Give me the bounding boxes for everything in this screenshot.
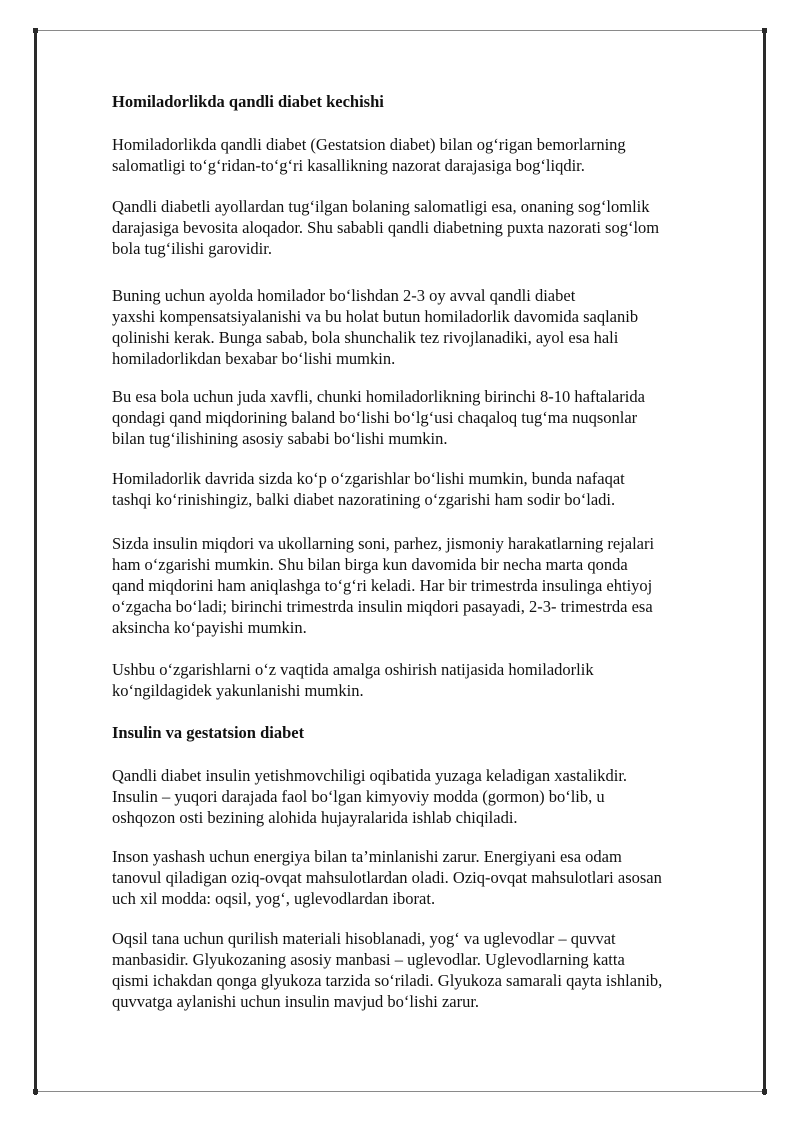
- text-line: yaxshi kompensatsiyalanishi va bu holat butun homiladorlik davomida saqlanib: [112, 307, 639, 326]
- paragraph: [112, 659, 752, 701]
- text-line: Inson yashash uchun energiya bilan ta’minlanishi zarur. Energiyani esa odam: [112, 847, 622, 866]
- text-line: Homiladorlikda qandli diabet (Gestatsion diabet) bilan og‘rigan bemorlarning: [112, 135, 626, 154]
- text-line: bola tug‘ilishi garovidir.: [112, 239, 272, 258]
- text-line: Qandli diabet insulin yetishmovchiligi oqibatida yuzaga keladigan xastalikdir.: [112, 766, 628, 785]
- paragraph: [112, 285, 752, 369]
- corner-mark: [33, 28, 38, 33]
- paragraph: [112, 765, 752, 828]
- paragraph: [112, 928, 752, 1012]
- corner-mark: [33, 1089, 38, 1094]
- text-line: Insulin – yuqori darajada faol bo‘lgan kimyoviy modda (gormon) bo‘lib, u: [112, 787, 605, 806]
- paragraph: [112, 533, 752, 638]
- text-line: Homiladorlik davrida sizda ko‘p o‘zgarishlar bo‘lishi mumkin, bunda nafaqat: [112, 469, 625, 488]
- paragraph: [112, 846, 752, 909]
- page-frame: [36, 30, 764, 1092]
- text-line: Bu esa bola uchun juda xavfli, chunki homiladorlikning birinchi 8-10 haftalarida: [112, 387, 645, 406]
- text-line: bilan tug‘ilishining asosiy sababi bo‘lishi mumkin.: [112, 429, 448, 448]
- text-line: ko‘ngildagidek yakunlanishi mumkin.: [112, 681, 364, 700]
- text-line: qolinishi kerak. Bunga sabab, bola shunchalik tez rivojlanadiki, ayol esa hali: [112, 328, 619, 347]
- paragraph: [112, 386, 752, 449]
- page-right-edge: [763, 29, 766, 1095]
- text-line: qismi ichakdan qonga glyukoza tarzida so‘riladi. Glyukoza samarali qayta ishlanib,: [112, 971, 663, 990]
- corner-mark: [762, 28, 767, 33]
- text-line: quvvatga aylanishi uchun insulin mavjud bo‘lishi zarur.: [112, 992, 480, 1011]
- text-line: homiladorlikdan bexabar bo‘lishi mumkin.: [112, 349, 396, 368]
- paragraph: [112, 196, 752, 259]
- text-line: o‘zgacha bo‘ladi; birinchi trimestrda insulin miqdori pasayadi, 2-3- trimestrda esa: [112, 597, 653, 616]
- section-heading: Insulin va gestatsion diabet: [112, 723, 305, 742]
- text-line: tashqi ko‘rinishingiz, balki diabet nazoratining o‘zgarishi ham sodir bo‘ladi.: [112, 490, 616, 509]
- text-line: qondagi qand miqdorining baland bo‘lishi bo‘lg‘usi chaqaloq tug‘ma nuqsonlar: [112, 408, 638, 427]
- text-line: salomatligi to‘g‘ridan-to‘g‘ri kasallikning nazorat darajasiga bog‘liqdir.: [112, 156, 585, 175]
- text-line: oshqozon osti bezining alohida hujayralarida ishlab chiqiladi.: [112, 808, 518, 827]
- text-line: qand miqdorini ham aniqlashga to‘g‘ri keladi. Har bir trimestrda insulinga ehtiyoj: [112, 576, 653, 595]
- text-line: ham o‘zgarishi mumkin. Shu bilan birga kun davomida bir necha marta qonda: [112, 555, 628, 574]
- text-line: Qandli diabetli ayollardan tug‘ilgan bolaning salomatligi esa, onaning sog‘lomlik: [112, 197, 650, 216]
- text-line: Oqsil tana uchun qurilish materiali hisoblanadi, yog‘ va uglevodlar – quvvat: [112, 929, 616, 948]
- text-line: manbasidir. Glyukozaning asosiy manbasi – uglevodlar. Uglevodlarning katta: [112, 950, 625, 969]
- text-line: Sizda insulin miqdori va ukollarning soni, parhez, jismoniy harakatlarning rejalari: [112, 534, 655, 553]
- paragraph: [112, 134, 752, 176]
- text-line: darajasiga bevosita aloqador. Shu sababli qandli diabetning puxta nazorati sog‘lom: [112, 218, 660, 237]
- text-line: Ushbu o‘zgarishlarni o‘z vaqtida amalga oshirish natijasida homiladorlik: [112, 660, 594, 679]
- text-line: uch xil modda: oqsil, yog‘, uglevodlardan iborat.: [112, 889, 436, 908]
- page-left-edge: [34, 29, 37, 1095]
- text-line: tanovul qiladigan oziq-ovqat mahsulotlardan oladi. Oziq-ovqat mahsulotlari asosan: [112, 868, 662, 887]
- corner-mark: [762, 1089, 767, 1094]
- text-line: Buning uchun ayolda homilador bo‘lishdan 2-3 oy avval qandli diabet: [112, 286, 576, 305]
- paragraph: [112, 468, 752, 510]
- section-heading: Homiladorlikda qandli diabet kechishi: [112, 92, 384, 111]
- text-line: aksincha ko‘payishi mumkin.: [112, 618, 307, 637]
